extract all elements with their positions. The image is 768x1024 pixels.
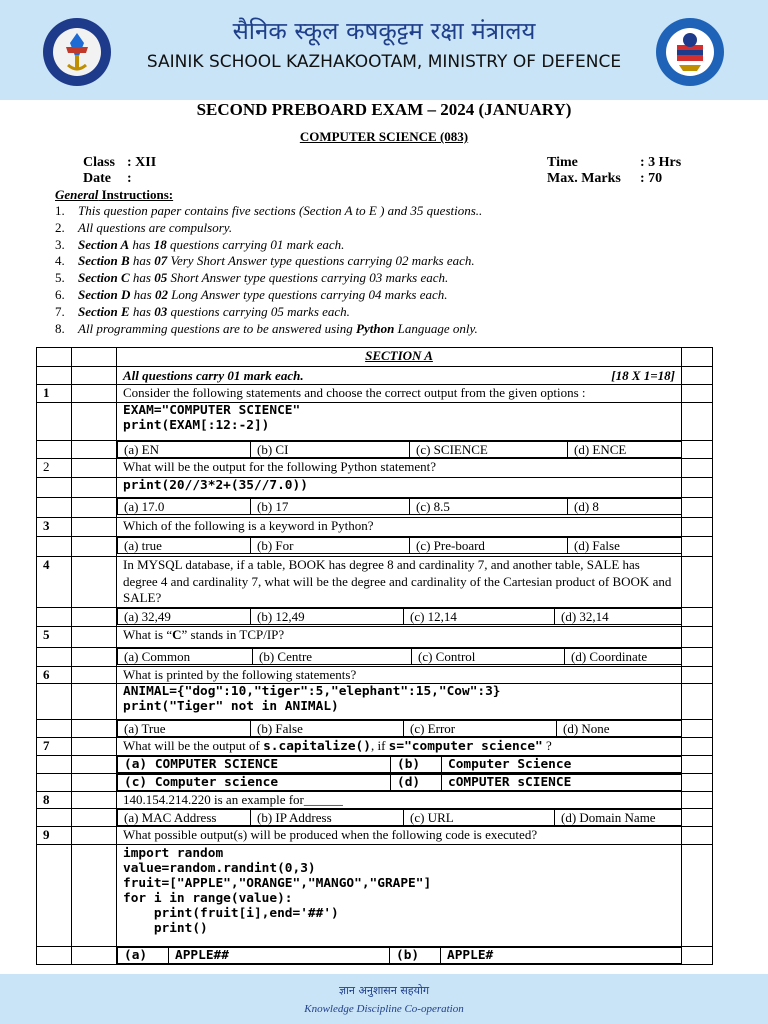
instruction-number: 4. [55, 253, 65, 269]
option-c: (c) SCIENCE [410, 442, 568, 458]
option-c: (c) 12,14 [404, 608, 555, 624]
instruction-text: Long Answer type questions carrying 04 marks each. [167, 286, 448, 302]
option-a: (a) 17.0 [118, 499, 251, 515]
question-text-bold: C [172, 626, 182, 642]
instruction-text: This question paper contains five sections (Section A to E ) and 35 questions.. [78, 203, 483, 218]
option-b: (b) Centre [253, 648, 412, 664]
options-row [37, 773, 713, 791]
question-text-mid: , if [370, 737, 389, 753]
code-block [117, 683, 682, 719]
instruction-text: Section E [78, 303, 130, 319]
option-c: (c) 8.5 [410, 499, 568, 515]
section-carry-text: All questions carry 01 mark each. [123, 368, 304, 383]
section-note [117, 367, 682, 385]
instruction-number: 8. [55, 320, 65, 336]
options-row [37, 755, 713, 773]
question-text: Consider the following statements and choose the correct output from the given options : [117, 385, 682, 403]
school-motto: Knowledge Discipline Co-operation [304, 1003, 464, 1015]
question-row [37, 557, 713, 608]
hindi-school-title: सैनिक स्कूल कषकूट्टम रक्षा मंत्रालय [232, 17, 536, 45]
class-label: Class [83, 155, 115, 170]
code-line: print() [123, 920, 208, 936]
options-row [37, 441, 713, 459]
instruction-number: 7. [55, 303, 65, 319]
question-text: What is printed by the following statements? [117, 666, 682, 683]
instructions-list [55, 203, 482, 337]
instruction-text: Short Answer type questions carrying 03 marks each. [167, 270, 449, 286]
time-label: Time [547, 155, 578, 170]
instruction-text: has [129, 270, 155, 286]
question-text-pre: What will be the output of [123, 737, 264, 753]
option-a: (a) COMPUTER SCIENCE [118, 756, 391, 772]
option-d: cOMPUTER sCIENCE [442, 774, 682, 790]
marks-value: : 70 [640, 171, 663, 186]
question-number: 5 [37, 626, 72, 647]
instruction-text: All questions are compulsory. [78, 219, 233, 235]
question-row [37, 666, 713, 683]
option-d: (d) Domain Name [555, 809, 682, 825]
question-text-pre: What is “ [123, 626, 173, 642]
question-text-post: ? [542, 737, 552, 753]
instruction-text: Section D [78, 286, 131, 302]
question-number: 9 [37, 826, 72, 844]
options-row [37, 647, 713, 666]
options-row [37, 607, 713, 626]
instruction-item [55, 270, 482, 287]
option-b-label: (b) [390, 947, 441, 963]
code-line: print("Tiger" not in ANIMAL) [123, 698, 339, 714]
instructions-heading-general: General [55, 187, 99, 202]
option-b-label: (b) [391, 756, 442, 772]
option-a: (a) True [118, 720, 251, 736]
instruction-number: 3. [55, 236, 65, 252]
question-row [37, 791, 713, 808]
page-footer [0, 974, 768, 1024]
option-b: (b) CI [251, 442, 410, 458]
question-row [37, 626, 713, 647]
instruction-item [55, 237, 482, 254]
class-value: : XII [127, 155, 157, 170]
code-line: import random [123, 845, 224, 861]
question-text: What will be the output for the following Python statement? [117, 459, 682, 478]
exam-title: SECOND PREBOARD EXAM – 2024 (JANUARY) [196, 100, 572, 119]
option-d: (d) ENCE [568, 442, 682, 458]
instruction-number: 2. [55, 219, 65, 235]
question-row [37, 385, 713, 403]
option-a: (a) Common [118, 648, 253, 664]
options-row [37, 498, 713, 518]
option-b: (b) False [251, 720, 404, 736]
option-d: (d) None [557, 720, 682, 736]
code-row [37, 478, 713, 498]
code-line: EXAM="COMPUTER SCIENCE" [123, 403, 301, 418]
code-row [37, 683, 713, 719]
instruction-text: has [130, 286, 155, 302]
option-d: (d) Coordinate [565, 648, 682, 664]
options-row [37, 537, 713, 557]
code-row [37, 844, 713, 946]
option-b: (b) 17 [251, 499, 410, 515]
option-a: (a) 32,49 [118, 608, 251, 624]
question-text-post: ” stands in TCP/IP? [181, 626, 285, 642]
section-title: SECTION A [117, 348, 682, 367]
instruction-item [55, 220, 482, 237]
question-text: Which of the following is a keyword in Python? [117, 518, 682, 537]
code-line: print(fruit[i],end='##') [123, 905, 339, 921]
inline-code: s.capitalize() [263, 738, 371, 754]
question-number: 6 [37, 666, 72, 683]
instruction-text: 02 [154, 286, 168, 302]
instruction-text: has [129, 236, 154, 252]
question-text: In MYSQL database, if a table, BOOK has degree 8 and cardinality 7, and another table, SALE has degree 4 and cardinality 7, what will be the degree and cardinality of the Cartesian product of BOOK and SALE? [117, 557, 682, 608]
code-line: print(EXAM[:12:-2]) [123, 418, 270, 433]
option-c: (c) Pre-board [410, 538, 568, 554]
option-c: (c) Computer science [118, 774, 391, 790]
section-marks-text: [18 X 1=18] [611, 368, 675, 383]
marks-label: Max. Marks [547, 171, 621, 186]
section-title-row [37, 348, 713, 367]
code-block: print(20//3*2+(35//7.0)) [117, 478, 682, 498]
question-number: 7 [37, 737, 72, 755]
options-row [37, 946, 713, 964]
option-b: APPLE# [441, 947, 682, 963]
instruction-text: 07 [154, 253, 168, 269]
option-d: (d) 32,14 [555, 608, 682, 624]
question-number: 8 [37, 791, 72, 808]
question-text [117, 626, 682, 647]
instructions-heading-rest: Instructions: [98, 187, 174, 202]
instruction-text: Very Short Answer type questions carrying 02 marks each. [167, 253, 475, 269]
question-row [37, 518, 713, 537]
instruction-item [55, 203, 482, 220]
question-text: 140.154.214.220 is an example for______ [117, 791, 682, 808]
code-line: value=random.randint(0,3) [123, 860, 316, 876]
code-line: ANIMAL={"dog":10,"tiger":5,"elephant":15,"Cow":3} [123, 683, 501, 699]
english-school-title: SAINIK SCHOOL KAZHAKOOTAM, MINISTRY OF DEFENCE [146, 52, 622, 72]
sainik-school-kazhakootam-emblem [655, 17, 725, 87]
code-line: fruit=["APPLE","ORANGE","MANGO","GRAPE"] [123, 875, 432, 891]
code-block [117, 844, 682, 946]
instructions-heading [55, 187, 173, 203]
instruction-text: has [129, 303, 155, 319]
question-row [37, 737, 713, 755]
question-row [37, 459, 713, 478]
option-b: (b) IP Address [251, 809, 404, 825]
question-text [117, 737, 682, 755]
instruction-text: questions carrying 05 marks each. [167, 303, 350, 319]
instruction-text: Section C [78, 270, 130, 286]
option-d-label: (d) [391, 774, 442, 790]
time-value: : 3 Hrs [640, 155, 682, 170]
option-c: (c) Control [412, 648, 565, 664]
date-value: : [127, 171, 132, 186]
instruction-text: has [129, 253, 155, 269]
options-row [37, 719, 713, 737]
instruction-text: 05 [154, 270, 168, 286]
instruction-number: 5. [55, 270, 65, 286]
option-a: (a) EN [118, 442, 251, 458]
option-a: (a) MAC Address [118, 809, 251, 825]
hindi-motto: ज्ञान अनुशासन सहयोग [338, 984, 430, 997]
question-number: 4 [37, 557, 72, 608]
option-a-label: (a) [118, 947, 169, 963]
question-number: 2 [37, 459, 72, 478]
option-d: (d) 8 [568, 499, 682, 515]
code-block [117, 403, 682, 441]
code-line: for i in range(value): [123, 890, 293, 906]
instruction-number: 6. [55, 286, 65, 302]
options-row [37, 808, 713, 826]
instruction-number: 1. [55, 203, 65, 218]
option-a: APPLE## [169, 947, 390, 963]
instruction-text: 03 [154, 303, 168, 319]
question-row [37, 826, 713, 844]
instruction-item [55, 287, 482, 304]
question-text: What possible output(s) will be produced when the following code is executed? [117, 826, 682, 844]
instruction-text: Language only. [394, 320, 478, 336]
inline-code: s="computer science" [388, 738, 543, 754]
subject-title: COMPUTER SCIENCE (083) [299, 129, 469, 144]
section-note-row [37, 367, 713, 385]
option-c: (c) URL [404, 809, 555, 825]
instruction-item [55, 321, 482, 338]
instruction-text: All programming questions are to be answered using [78, 320, 357, 336]
option-d: (d) False [568, 538, 682, 554]
instruction-text: Python [356, 320, 395, 336]
instruction-text: 18 [153, 236, 167, 252]
option-c: (c) Error [404, 720, 557, 736]
instruction-text: questions carrying 01 mark each. [166, 236, 345, 252]
option-a: (a) true [118, 538, 251, 554]
date-label: Date [83, 171, 111, 186]
instruction-item [55, 253, 482, 270]
option-b: (b) For [251, 538, 410, 554]
question-number: 3 [37, 518, 72, 537]
instruction-text: Section A [78, 236, 130, 252]
instruction-text: Section B [78, 253, 130, 269]
option-b: Computer Science [442, 756, 682, 772]
code-row [37, 403, 713, 441]
page-header [0, 0, 768, 100]
instruction-item [55, 304, 482, 321]
section-a-table [36, 347, 713, 965]
option-b: (b) 12,49 [251, 608, 404, 624]
question-number: 1 [37, 385, 72, 403]
